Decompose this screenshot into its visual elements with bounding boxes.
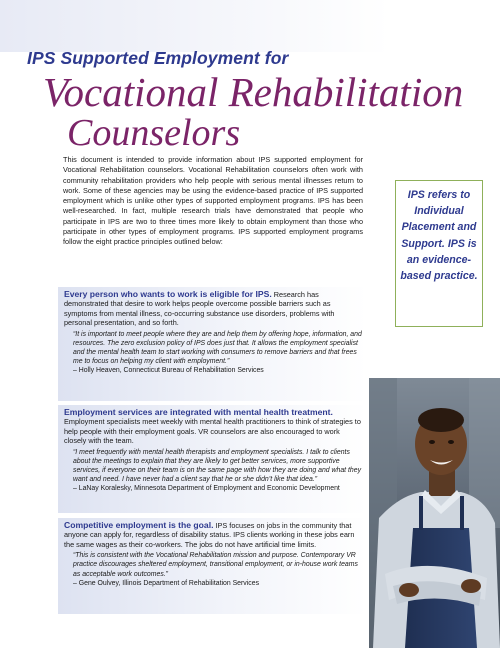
principle-heading: Every person who wants to work is eligible for IPS. bbox=[64, 289, 272, 299]
principle-body: IPS focuses on jobs in the community that anyone can apply for, regardless of disability status. IPS clients working in these jobs earn the same wages as their co-workers. The jobs do not have artificial time limits. bbox=[64, 521, 355, 549]
worker-photo bbox=[369, 378, 500, 648]
quote-attribution: – LaNay Koralesky, Minnesota Department of Employment and Economic Development bbox=[73, 485, 340, 493]
principle-quote: “I meet frequently with mental health therapists and employment specialists. I talk to clients about the meetings to explain that they are likely to get better services, more supportive services, if everyone on their team is on the same page with how they are doing and what they want and need. I have never had a client say that he or she didn’t like that idea.” bbox=[73, 448, 362, 484]
principle-competitive-employment bbox=[58, 518, 367, 614]
intro-paragraph: This document is intended to provide information about IPS supported employment for Vocational Rehabilitation counselors. Vocational Rehabilitation counselors often work with community rehabilitation providers who help people with serious mental illnesses return to work. Some of these agencies may be using the evidence-based practice of IPS supported employment which is unlike other types of supported employment programs. IPS has been well-researched. In fact, multiple research trials have demonstrated that people who participate in IPS are two to three times more likely to obtain employment than those who participate in other types of employment programs. IPS supported employment programs follow the eight practice principles outlined below: bbox=[63, 155, 363, 247]
principle-eligibility bbox=[58, 287, 367, 401]
principle-heading: Competitive employment is the goal. bbox=[64, 520, 214, 530]
quote-attribution: – Holly Heaven, Connecticut Bureau of Rehabilitation Services bbox=[73, 367, 264, 375]
quote-attribution: – Gene Oulvey, Illinois Department of Rehabilitation Services bbox=[73, 579, 260, 587]
ips-definition-box bbox=[395, 180, 483, 327]
document-kicker: IPS Supported Employment for bbox=[27, 48, 289, 68]
document-title-line-2: Counselors bbox=[67, 112, 241, 154]
principle-body: Employment specialists meet weekly with mental health practitioners to think of strategies to help people with their employment goals. VR counselors are also encouraged to work closely with the team. bbox=[64, 417, 361, 446]
principle-heading: Employment services are integrated with mental health treatment. bbox=[64, 407, 333, 417]
document-title-line-1: Vocational Rehabilitation bbox=[43, 69, 464, 115]
header-band bbox=[0, 0, 500, 52]
principle-integration bbox=[58, 405, 367, 513]
principle-quote: “It is important to meet people where they are and help them by offering hope, information, and resources. The zero exclusion policy of IPS does just that. It allows the employment specialist and the mental health team to start working with consumers to remove barriers and that frees me to focus on helping my client with employment.” bbox=[73, 330, 362, 366]
principle-body: Research has demonstrated that desire to work helps people overcome possible barriers such as symptoms from mental illness, co-occurring substance use disorders, problems with personal presentation, and so forth. bbox=[64, 290, 335, 328]
principle-quote: “This is consistent with the Vocational Rehabilitation mission and purpose. Contemporary VR practice discourages sheltered employment, transitional employment, or in-house work teams as acceptable work outcomes.” bbox=[73, 552, 358, 578]
ips-definition-text: IPS refers to Individual Placement and Support. IPS is an evidence-based practice. bbox=[400, 189, 478, 283]
